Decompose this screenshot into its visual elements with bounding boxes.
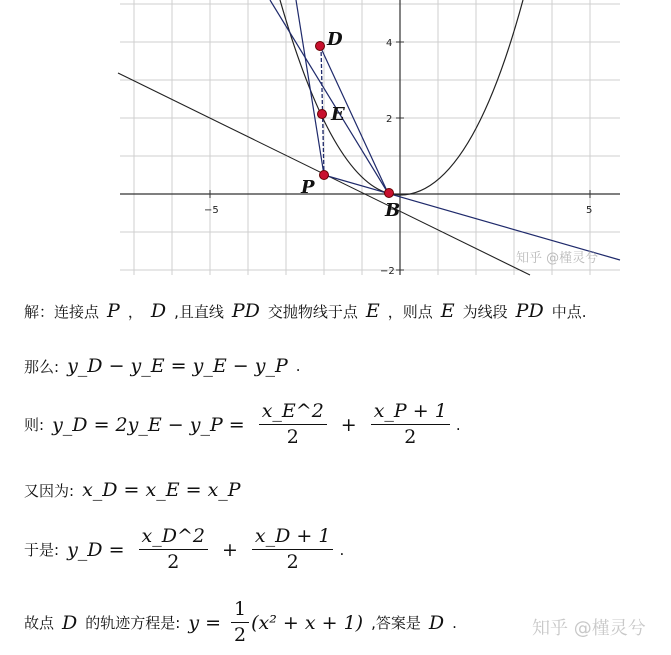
parabola-curve (280, 0, 523, 195)
text: ，则点 (387, 302, 433, 321)
y-tick-neg2: −2 (380, 266, 395, 277)
fraction (252, 525, 334, 574)
text: 的轨迹方程是: (85, 614, 181, 632)
plus: + (340, 413, 357, 436)
math-rhs: (x² + x + 1) (251, 611, 364, 634)
text: 故点 (24, 614, 55, 632)
label-E: E (331, 104, 345, 125)
math-lhs: y_D = 2y_E − y_P = (52, 413, 245, 436)
math-lhs: y_D = (67, 538, 125, 561)
fraction (139, 525, 208, 574)
text: ,且直线 (174, 302, 224, 321)
numerator: x_D + 1 (252, 525, 334, 550)
point-P-marker (320, 171, 329, 180)
denominator: 2 (404, 426, 417, 448)
solution-line-6 (24, 598, 457, 647)
solution-line-1 (24, 300, 586, 322)
math-e: E (365, 300, 380, 322)
label: 则: (24, 416, 45, 434)
label-P: P (301, 177, 315, 198)
plus: + (221, 538, 238, 561)
coordinate-figure (0, 0, 671, 290)
fraction (231, 598, 249, 647)
y-tick-4: 4 (386, 38, 393, 49)
text: ， (127, 302, 143, 321)
math-pd: PD (231, 300, 260, 322)
text: 解：连接点 (24, 302, 100, 321)
page-watermark: 知乎 @槿灵兮 (532, 618, 646, 639)
solution-line-3 (24, 400, 461, 449)
math-d: D (62, 611, 78, 634)
denominator: 2 (286, 426, 299, 448)
label-B: B (385, 200, 401, 221)
text: . (452, 613, 457, 632)
math-formula: x_D = x_E = x_P (82, 479, 241, 501)
line-P-B (324, 175, 620, 260)
math-p: P (107, 300, 120, 322)
math-pd: PD (515, 300, 544, 322)
x-tick-5: 5 (586, 205, 593, 216)
numerator: x_D^2 (139, 525, 208, 550)
point-B-marker (385, 189, 394, 198)
axes (120, 0, 620, 275)
line-P-upper (296, 0, 324, 175)
math-d: D (150, 300, 167, 322)
text: . (295, 357, 301, 375)
solution-line-4 (24, 479, 249, 501)
numerator: x_E^2 (259, 400, 327, 425)
text: ,答案是 (371, 614, 421, 632)
text: . (455, 415, 461, 434)
denominator: 2 (286, 551, 299, 573)
point-D-marker (316, 42, 325, 51)
label: 又因为: (24, 481, 75, 500)
x-tick-neg5: −5 (204, 205, 219, 216)
numerator: x_P + 1 (371, 400, 450, 425)
math-answer: D (428, 611, 445, 634)
math-formula: y_D − y_E = y_E − y_P (67, 355, 288, 377)
figure-watermark: 知乎 @槿灵兮 (516, 251, 599, 266)
text: 交抛物线于点 (267, 302, 358, 321)
grid (120, 0, 620, 275)
fraction (259, 400, 327, 449)
denominator: 2 (167, 551, 180, 573)
text: 中点. (551, 302, 587, 321)
solution-line-5 (24, 525, 344, 574)
numerator: 1 (231, 598, 249, 623)
denominator: 2 (234, 624, 247, 646)
label: 那么: (24, 357, 60, 376)
label: 于是: (24, 541, 60, 559)
fraction (371, 400, 450, 449)
math-lhs: y = (188, 611, 222, 634)
text: . (339, 540, 345, 559)
y-tick-2: 2 (386, 114, 393, 125)
text: 为线段 (462, 302, 508, 321)
label-D: D (327, 29, 343, 50)
solution-line-2 (24, 355, 301, 377)
point-E-marker (318, 110, 327, 119)
math-e: E (440, 300, 455, 322)
